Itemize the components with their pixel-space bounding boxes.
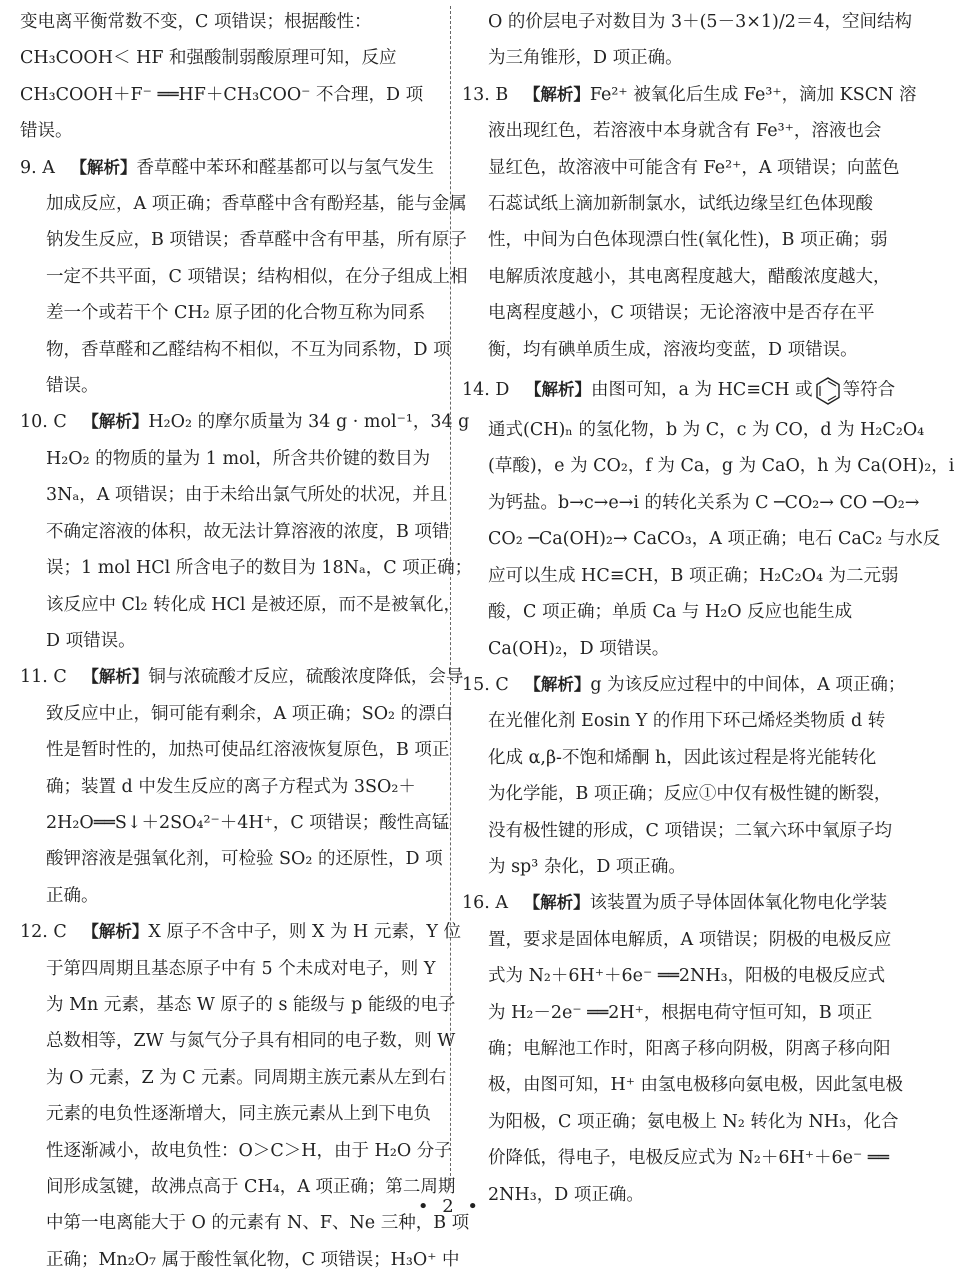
text-line: Fe²⁺ 被氧化后生成 Fe³⁺，滴加 KSCN 溶 [589, 84, 917, 105]
text-line: 在光催化剂 Eosin Y 的作用下环己烯烃类物质 d 转 [488, 711, 886, 732]
answer-item-9 [20, 150, 468, 405]
analysis-tag: 【解析】 [524, 674, 591, 694]
text-line: 钠发生反应，B 项错误；香草醛中含有甲基，所有原子 [46, 230, 467, 251]
text-line: 为化学能，B 项正确；反应①中仅有极性键的断裂， [488, 784, 892, 805]
text-line: 为三角锥形，D 项正确。 [488, 48, 683, 69]
page-number: • 2 • [417, 1196, 483, 1217]
text-line: 3Nₐ，A 项错误；由于未给出氯气所处的状况，并且 [46, 485, 448, 506]
text-line: 错误。 [46, 376, 99, 397]
text-line: 性，中间为白色体现漂白性(氧化性)，B 项正确；弱 [488, 230, 888, 251]
answer-letter: C [53, 667, 67, 688]
column-divider [450, 6, 451, 1186]
question-number: 11. [20, 667, 48, 688]
text-line: 石蕊试纸上滴加新制氯水，试纸边缘呈红色体现酸 [488, 194, 873, 215]
answer-letter: A [42, 157, 55, 178]
text-line: 等符合 [842, 380, 896, 401]
question-number: 10. [20, 412, 48, 433]
analysis-tag: 【解析】 [523, 893, 590, 913]
text-line: 电离程度越小，C 项错误；无论溶液中是否存在平 [488, 303, 875, 324]
text-line: 变电离平衡常数不变，C 项错误；根据酸性： [20, 12, 372, 32]
analysis-tag: 【解析】 [70, 157, 137, 177]
analysis-tag: 【解析】 [82, 922, 149, 942]
text-line: 性逐渐减小，故电负性：O＞C＞H，由于 H₂O 分子 [46, 1140, 452, 1161]
text-line: 错误。 [20, 121, 73, 142]
text-line: 加成反应，A 项正确；香草醛中含有酚羟基，能与金属 [46, 194, 467, 215]
text-line: 酸，C 项正确；单质 Ca 与 H₂O 反应也能生成 [488, 602, 853, 623]
text-line: 为 Mn 元素，基态 W 原子的 s 能级与 p 能级的电子 [46, 994, 456, 1015]
text-line: 衡，均有碘单质生成，溶液均变蓝，D 项错误。 [488, 339, 858, 360]
text-line: D 项错误。 [46, 630, 136, 651]
text-line: 液出现红色，若溶液中本身就含有 Fe³⁺，溶液也会 [488, 121, 882, 142]
text-line: Ca(OH)₂，D 项错误。 [488, 638, 670, 659]
text-line: 香草醛中苯环和醛基都可以与氢气发生 [136, 157, 434, 178]
text-line: 应可以生成 HC≡CH，B 项正确；H₂C₂O₄ 为二元弱 [488, 565, 899, 586]
right-column [462, 4, 954, 1213]
text-line: 该反应中 Cl₂ 转化成 HCl 是被还原，而不是被氧化， [46, 594, 461, 615]
answer-letter: C [53, 412, 67, 433]
text-line: 由图可知，a 为 HC≡CH 或 [591, 380, 813, 401]
text-line: 为 sp³ 杂化，D 项正确。 [488, 856, 686, 877]
analysis-tag: 【解析】 [525, 380, 592, 400]
answer-item-16 [462, 885, 904, 1213]
text-line: 中第一电离能大于 O 的元素有 N、F、Ne 三种，B 项 [46, 1213, 470, 1234]
answer-letter: C [53, 922, 67, 943]
answer-letter: A [495, 893, 509, 914]
right-continuation [462, 4, 912, 77]
text-line: 置，要求是固体电解质，A 项错误；阴极的电极反应 [488, 929, 892, 950]
analysis-tag: 【解析】 [82, 412, 149, 432]
answer-letter: B [495, 84, 509, 105]
text-line: 误；1 mol HCl 所含电子的数目为 18Nₐ，C 项正确； [46, 558, 473, 579]
text-line: 铜与浓硫酸才反应，硫酸浓度降低，会导 [148, 667, 464, 688]
text-line: 性是暂时性的，加热可使品红溶液恢复原色，B 项正 [46, 740, 450, 761]
text-line: CH₃COOH＜ HF 和强酸制弱酸原理可知，反应 [20, 48, 397, 69]
answer-letter: C [495, 674, 509, 695]
answer-item-14 [462, 368, 954, 667]
text-line: 没有极性键的形成，C 项错误；二氧六环中氧原子均 [488, 820, 892, 841]
answer-item-13 [462, 77, 917, 368]
question-number: 9. [20, 157, 37, 178]
benzene-ring-icon [813, 376, 843, 406]
text-line: 价降低，得电子，电极反应式为 N₂＋6H⁺＋6e⁻ ══ [488, 1148, 889, 1169]
question-number: 16. [462, 893, 490, 914]
answer-letter: D [495, 380, 510, 401]
text-line: 2H₂O══S↓＋2SO₄²⁻＋4H⁺，C 项错误；酸性高锰 [46, 812, 450, 833]
text-line: 元素的电负性逐渐增大，同主族元素从上到下电负 [46, 1104, 431, 1125]
left-continuation [20, 4, 442, 150]
answer-item-10 [20, 404, 473, 659]
question-number: 15. [462, 674, 490, 695]
text-line: 式为 N₂＋6H⁺＋6e⁻ ══2NH₃，阳极的电极反应式 [488, 966, 886, 987]
text-line: 物，香草醛和乙醛结构不相似，不互为同系物，D 项 [46, 339, 451, 360]
text-line: 正确。 [46, 885, 99, 906]
text-line: 一定不共平面，C 项错误；结构相似，在分子组成上相 [46, 266, 468, 287]
text-line: g 为该反应过程中的中间体，A 项正确； [590, 674, 906, 695]
question-number: 13. [462, 84, 490, 105]
text-line: H₂O₂ 的物质的量为 1 mol，所含共价键的数目为 [46, 448, 431, 469]
analysis-tag: 【解析】 [82, 667, 149, 687]
text-line: 极，由图可知，H⁺ 由氢电极移向氨电极，因此氢电极 [488, 1075, 904, 1096]
text-line: 为 H₂－2e⁻ ══2H⁺，根据电荷守恒可知，B 项正 [488, 1002, 873, 1023]
text-line: H₂O₂ 的摩尔质量为 34 g · mol⁻¹，34 g [148, 412, 470, 433]
text-line: 为阳极，C 项正确；氨电极上 N₂ 转化为 NH₃，化合 [488, 1111, 899, 1132]
text-line: 通式(CH)ₙ 的氢化物，b 为 C，c 为 CO，d 为 H₂C₂O₄ [488, 420, 925, 441]
text-line: CH₃COOH＋F⁻ ══HF＋CH₃COO⁻ 不合理，D 项 [20, 84, 424, 105]
question-number: 14. [462, 380, 490, 401]
text-line: (草酸)，e 为 CO₂，f 为 Ca，g 为 CaO，h 为 Ca(OH)₂，i [488, 456, 954, 477]
text-line: CO₂ ─Ca(OH)₂→ CaCO₃，A 项正确；电石 CaC₂ 与水反 [488, 529, 941, 550]
left-column [20, 4, 473, 1278]
text-line: 总数相等，ZW 与氮气分子具有相同的电子数，则 W [46, 1031, 456, 1052]
text-line: 间形成氢键，故沸点高于 CH₄，A 项正确；第二周期 [46, 1177, 456, 1197]
text-line: 差一个或若干个 CH₂ 原子团的化合物互称为同系 [46, 303, 426, 324]
answer-item-12 [20, 914, 470, 1278]
text-line: 致反应中止，铜可能有剩余，A 项正确；SO₂ 的漂白 [46, 703, 454, 724]
text-line: 化成 α,β-不饱和烯酮 h，因此该过程是将光能转化 [488, 747, 877, 768]
text-line: O 的价层电子对数目为 3＋(5－3×1)/2＝4，空间结构 [488, 12, 912, 32]
text-line: 酸钾溶液是强氧化剂，可检验 SO₂ 的还原性，D 项 [46, 849, 443, 870]
text-line: 正确；Mn₂O₇ 属于酸性氧化物，C 项错误；H₃O⁺ 中 [46, 1249, 460, 1270]
answer-item-15 [462, 667, 906, 885]
text-line: 电解质浓度越小，其电离程度越大，醋酸浓度越大， [488, 266, 891, 287]
answer-item-11 [20, 659, 464, 914]
text-line: 确；电解池工作时，阳离子移向阴极，阴离子移向阳 [488, 1038, 891, 1059]
text-line: 为 O 元素，Z 为 C 元素。同周期主族元素从左到右 [46, 1067, 447, 1088]
text-line: 显红色，故溶液中可能含有 Fe²⁺，A 项错误；向蓝色 [488, 157, 900, 178]
question-number: 12. [20, 922, 48, 943]
text-line: 为钙盐。b→c→e→i 的转化关系为 C ─CO₂→ CO ─O₂→ [488, 492, 920, 513]
text-line: 该装置为质子导体固体氧化物电化学装 [589, 893, 888, 914]
analysis-tag: 【解析】 [523, 84, 590, 104]
text-line: 不确定溶液的体积，故无法计算溶液的浓度，B 项错 [46, 521, 450, 542]
text-line: X 原子不含中子，则 X 为 H 元素，Y 位 [148, 922, 461, 943]
text-line: 确；装置 d 中发生反应的离子方程式为 3SO₂＋ [46, 776, 416, 797]
text-line: 于第四周期且基态原子中有 5 个未成对电子，则 Y [46, 958, 436, 979]
text-line: 2NH₃，D 项正确。 [488, 1184, 644, 1205]
